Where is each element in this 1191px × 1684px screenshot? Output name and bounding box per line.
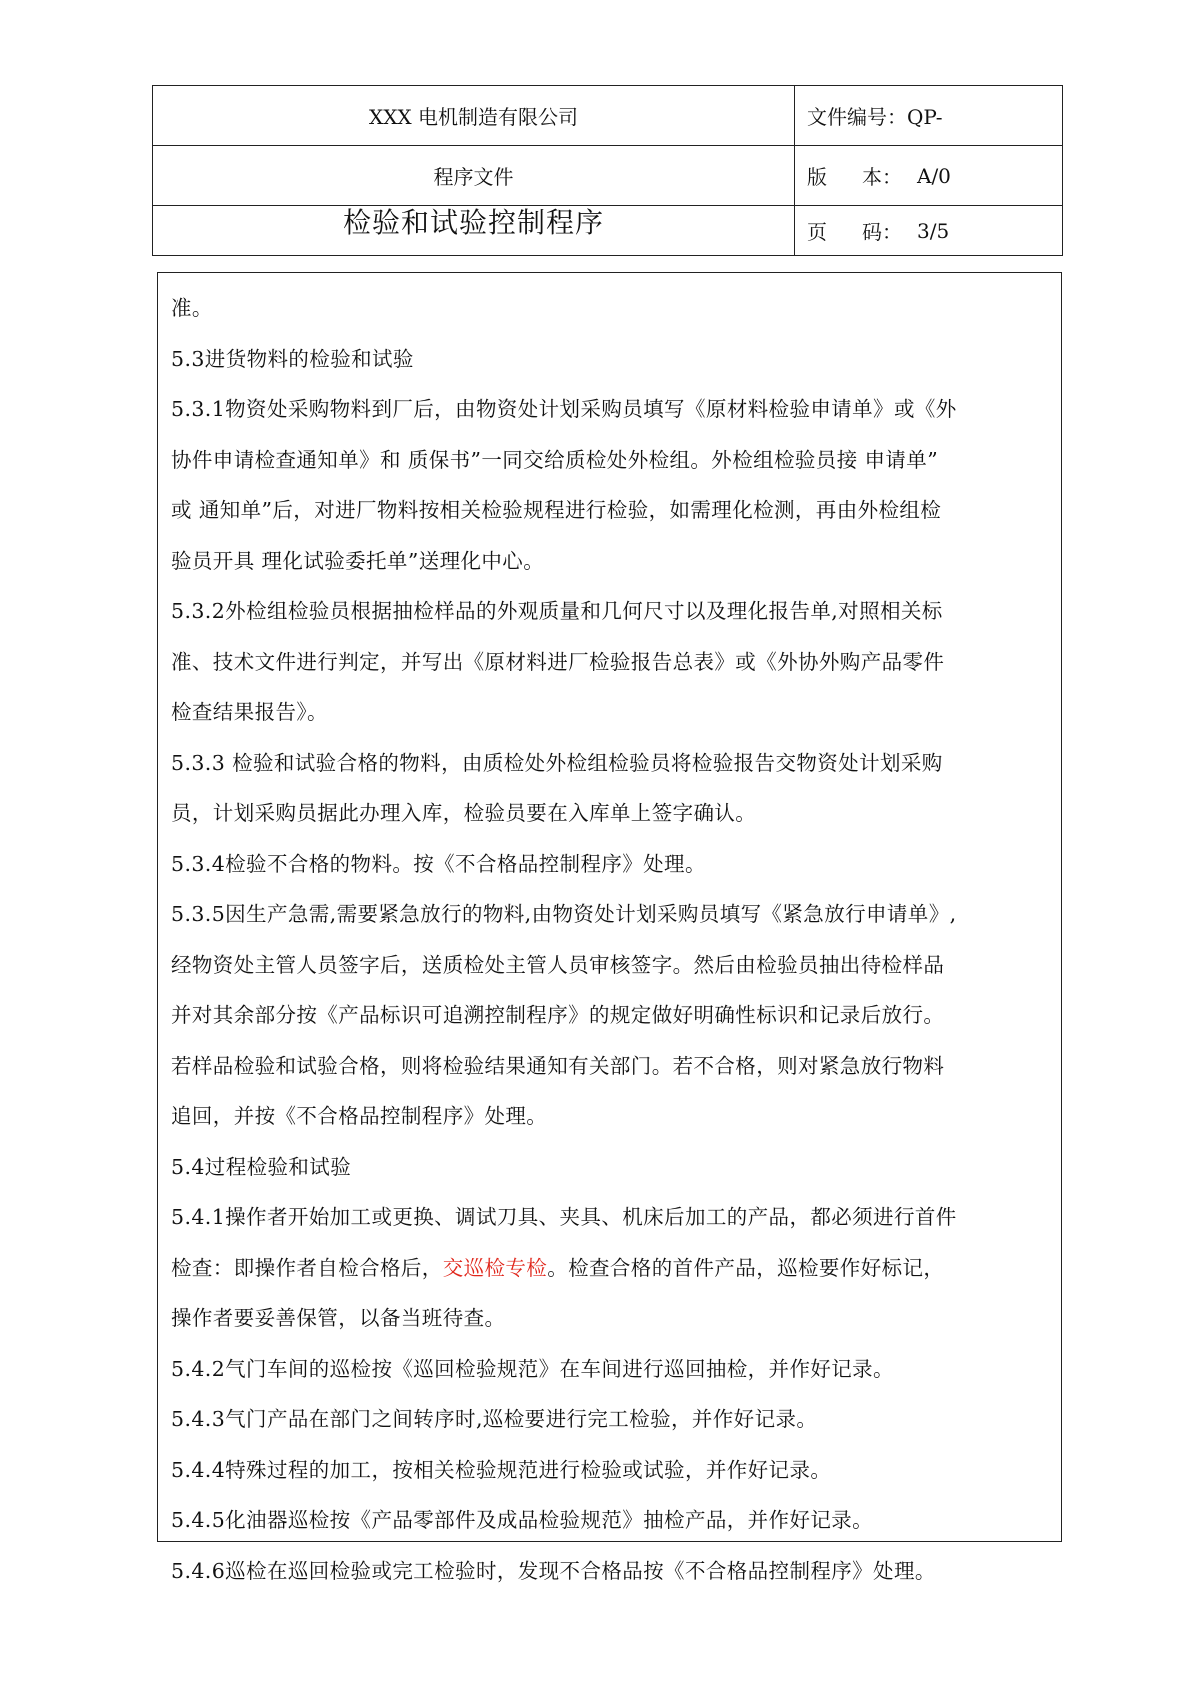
text-line: 5.4.3气门产品在部门之间转序时,巡检要进行完工检验，并作好记录。: [171, 1407, 818, 1431]
page-label-a: 页: [807, 220, 827, 244]
text-line: 员，计划采购员据此办理入库，检验员要在入库单上签字确认。: [171, 801, 757, 825]
text-line: 5.3.4检验不合格的物料。按《不合格品控制程序》处理。: [171, 851, 706, 876]
text-line: 5.3.2外检组检验员根据抽检样品的外观质量和几何尺寸以及理化报告单,对照相关标: [171, 599, 943, 623]
text-line: 准。: [171, 296, 213, 320]
text-line-with-highlight: [171, 1243, 1051, 1294]
text-line: 5.3.3 检验和试验合格的物料，由质检处外检组检验员将检验报告交物资处计划采购: [171, 750, 943, 775]
document-number: [795, 86, 1063, 146]
text-line: 5.4.2气门车间的巡检按《巡回检验规范》在车间进行巡回抽检，并作好记录。: [171, 1356, 894, 1381]
version-label-a: 版: [807, 165, 827, 189]
company-name: XXX 电机制造有限公司: [153, 86, 795, 146]
text-fragment: 。检查合格的首件产品，巡检要作好标记，: [547, 1255, 945, 1280]
page-label-b: 码：: [862, 220, 902, 244]
text-line: 若样品检验和试验合格，则将检验结果通知有关部门。若不合格，则对紧急放行物料: [171, 1053, 945, 1078]
text-line: 准、技术文件进行判定，并写出《原材料进厂检验报告总表》或《外协外购产品零件: [171, 649, 945, 674]
version-label-b: 本：: [862, 165, 902, 189]
page-number: [795, 206, 1063, 256]
text-line: 检查结果报告》。: [171, 700, 328, 724]
section-heading: 5.4过程检验和试验: [171, 1154, 352, 1179]
text-line: 5.4.5化油器巡检按《产品零部件及成品检验规范》抽检产品，并作好记录。: [171, 1508, 874, 1532]
document-number-label: 文件编号：: [807, 105, 907, 129]
document-header-table: [152, 85, 1063, 256]
text-line: 追回，并按《不合格品控制程序》处理。: [171, 1104, 548, 1128]
highlighted-text: 交巡检专检: [442, 1255, 548, 1280]
section-heading: 5.3进货物料的检验和试验: [171, 346, 414, 371]
text-line: 5.4.6巡检在巡回检验或完工检验时，发现不合格品按《不合格品控制程序》处理。: [171, 1558, 936, 1583]
document-type: 程序文件: [153, 146, 795, 206]
body-text: [171, 283, 1051, 1596]
page-value: 3/5: [917, 218, 950, 243]
version: [795, 146, 1063, 206]
text-line: 5.3.1物资处采购物料到厂后，由物资处计划采购员填写《原材料检验申请单》或《外: [171, 397, 957, 421]
text-line: 经物资处主管人员签字后，送质检处主管人员审核签字。然后由检验员抽出待检样品: [171, 952, 945, 977]
text-line: 或 通知单”后，对进厂物料按相关检验规程进行检验，如需理化检测，再由外检组检: [171, 498, 942, 522]
version-value: A/0: [917, 163, 951, 188]
text-line: 5.3.5因生产急需,需要紧急放行的物料,由物资处计划采购员填写《紧急放行申请单》,: [171, 902, 957, 926]
document-title: 检验和试验控制程序: [153, 206, 795, 256]
text-line: 协件申请检查通知单》和 质保书”一同交给质检处外检组。外检组检验员接 申请单”: [171, 447, 939, 472]
document-number-value: QP-: [907, 105, 943, 129]
text-line: 验员开具 理化试验委托单”送理化中心。: [171, 548, 545, 573]
text-line: 5.4.4特殊过程的加工，按相关检验规范进行检验或试验，并作好记录。: [171, 1457, 832, 1482]
text-line: 并对其余部分按《产品标识可追溯控制程序》的规定做好明确性标识和记录后放行。: [171, 1003, 945, 1027]
text-fragment: 检查：即操作者自检合格后，: [171, 1255, 443, 1280]
document-body: [157, 272, 1062, 1583]
text-line: 5.4.1操作者开始加工或更换、调试刀具、夹具、机床后加工的产品，都必须进行首件: [171, 1205, 957, 1229]
text-line: 操作者要妥善保管，以备当班待查。: [171, 1306, 506, 1330]
